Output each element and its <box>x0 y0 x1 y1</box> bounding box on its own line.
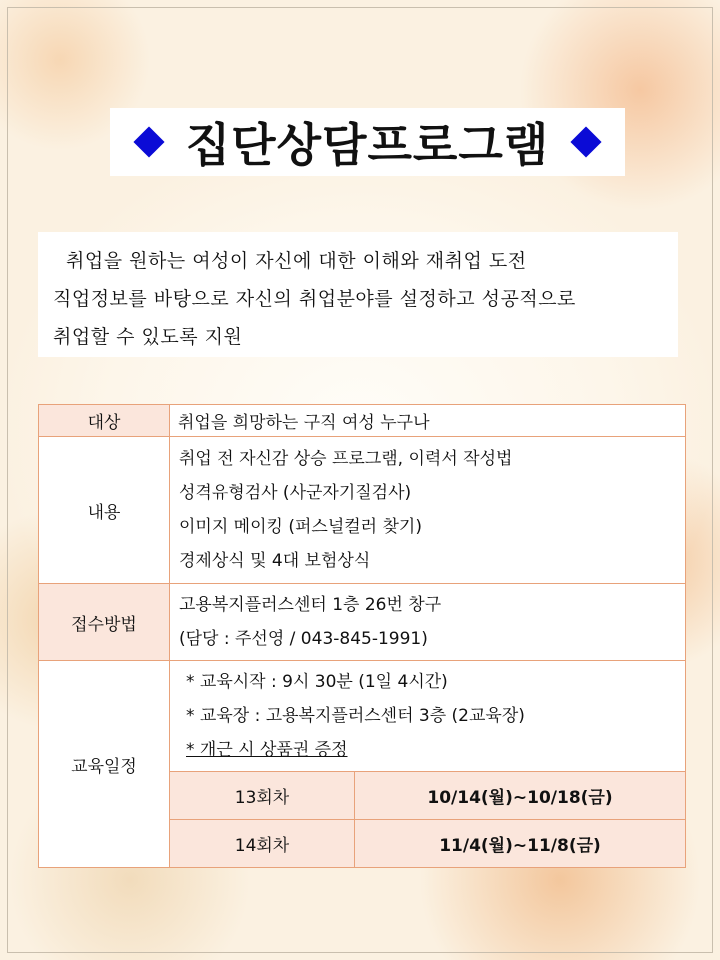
content-item: 경제상식 및 4대 보험상식 <box>179 551 371 571</box>
session-dates: 11/4(월)~11/8(금) <box>355 820 686 868</box>
apply-line: 고용복지플러스센터 1층 26번 창구 <box>179 595 442 615</box>
intro-box <box>38 232 678 357</box>
content-label: 내용 <box>39 437 170 584</box>
apply-value <box>170 584 686 661</box>
intro-line: 직업정보를 바탕으로 자신의 취업분야를 설정하고 성공적으로 <box>53 288 576 310</box>
page-title: 집단상담프로그램 <box>185 118 550 172</box>
title-banner <box>110 108 625 176</box>
content-item: 취업 전 자신감 상승 프로그램, 이력서 작성법 <box>179 449 513 469</box>
session-round: 14회차 <box>170 820 355 868</box>
target-text: 취업을 희망하는 구직 여성 누구나 <box>178 413 430 433</box>
content-value <box>170 437 686 584</box>
content-item: 이미지 메이킹 (퍼스널컬러 찾기) <box>179 517 422 537</box>
diamond-icon <box>571 126 602 157</box>
schedule-label: 교육일정 <box>39 661 170 868</box>
bonus-note: * 개근 시 상품권 증정 <box>186 740 348 760</box>
program-info-table <box>38 404 686 868</box>
schedule-value <box>170 661 686 772</box>
table-row <box>39 584 686 661</box>
schedule-line: * 교육장 : 고용복지플러스센터 3층 (2교육장) <box>186 706 525 726</box>
intro-line: 취업을 원하는 여성이 자신에 대한 이해와 재취업 도전 <box>66 250 527 272</box>
target-label: 대상 <box>39 405 170 437</box>
table-row <box>39 661 686 772</box>
diamond-icon <box>133 126 164 157</box>
intro-line: 취업할 수 있도록 지원 <box>53 326 243 348</box>
schedule-line: * 교육시작 : 9시 30분 (1일 4시간) <box>186 672 448 692</box>
session-round: 13회차 <box>170 772 355 820</box>
apply-label: 접수방법 <box>39 584 170 661</box>
table-row <box>39 437 686 584</box>
target-value <box>170 405 686 437</box>
table-row <box>39 405 686 437</box>
schedule-line-underlined <box>170 733 685 767</box>
session-dates: 10/14(월)~10/18(금) <box>355 772 686 820</box>
apply-line: (담당 : 주선영 / 043-845-1991) <box>179 629 428 649</box>
content-item: 성격유형검사 (사군자기질검사) <box>179 483 412 503</box>
